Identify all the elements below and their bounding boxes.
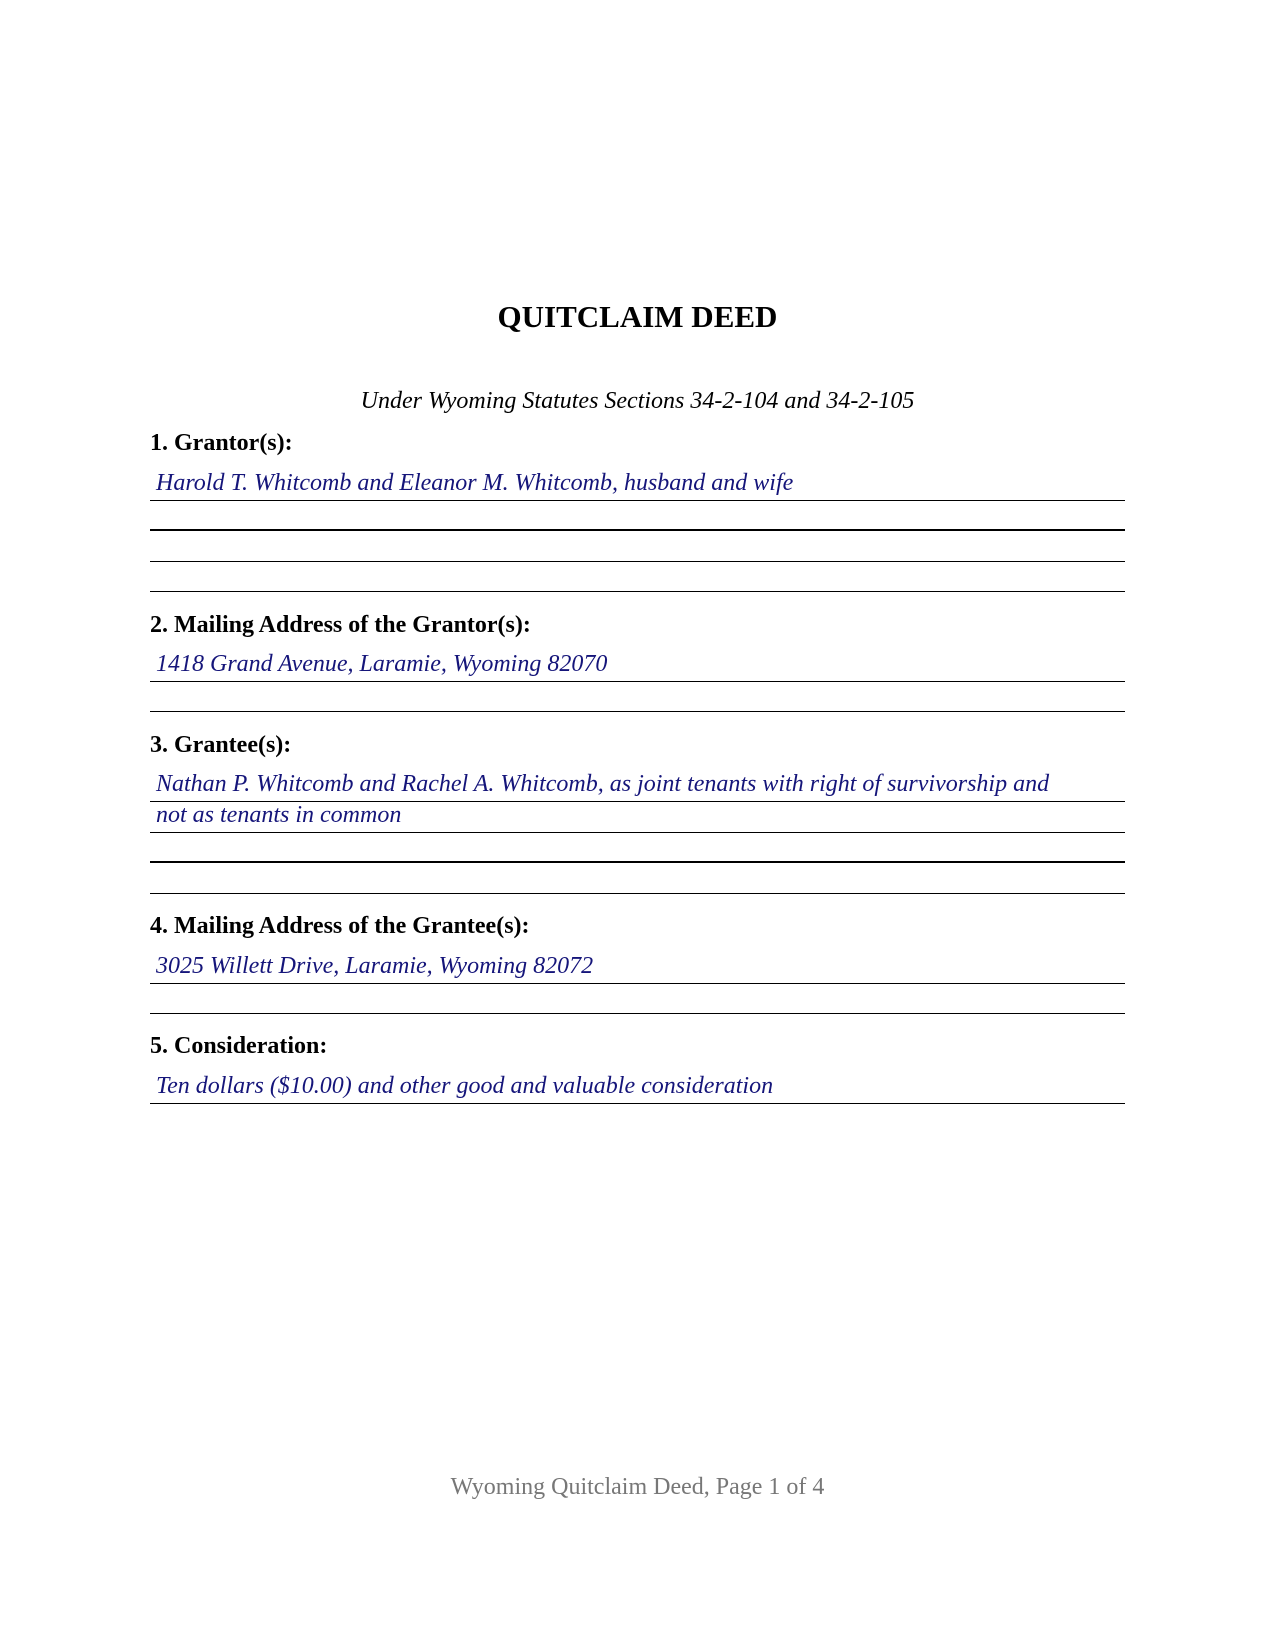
grantee-heading: 3. Grantee(s): [150, 732, 292, 758]
grantee-names-continued-value: not as tenants in common [156, 802, 402, 828]
grantee-line-3[interactable] [150, 832, 1125, 863]
grantee-address-line-2[interactable] [150, 983, 1125, 1014]
page-title: QUITCLAIM DEED [497, 299, 778, 334]
grantor-line-3[interactable] [150, 531, 1125, 562]
page-footer: Wyoming Quitclaim Deed, Page 1 of 4 [450, 1474, 825, 1500]
grantor-address-line-2[interactable] [150, 681, 1125, 712]
grantor-heading: 1. Grantor(s): [150, 430, 293, 456]
grantee-names-value: Nathan P. Whitcomb and Rachel A. Whitcomb, as joint tenants with right of survivorship and [156, 771, 1050, 797]
grantee-address-heading: 4. Mailing Address of the Grantee(s): [150, 913, 530, 939]
grantor-names-value: Harold T. Whitcomb and Eleanor M. Whitcomb, husband and wife [156, 470, 794, 496]
consideration-line-1[interactable] [150, 1073, 1125, 1104]
grantee-address-value: 3025 Willett Drive, Laramie, Wyoming 82072 [156, 953, 594, 979]
grantor-line-4[interactable] [150, 561, 1125, 592]
grantor-address-line-1[interactable] [150, 651, 1125, 682]
statute-subtitle: Under Wyoming Statutes Sections 34-2-104 and 34-2-105 [360, 388, 915, 414]
grantee-address-line-1[interactable] [150, 953, 1125, 984]
consideration-heading: 5. Consideration: [150, 1033, 328, 1059]
grantee-line-2[interactable] [150, 802, 1125, 833]
consideration-value: Ten dollars ($10.00) and other good and valuable consideration [156, 1073, 774, 1099]
grantee-line-4[interactable] [150, 863, 1125, 894]
grantee-line-1[interactable] [150, 771, 1125, 802]
grantor-line-1[interactable] [150, 470, 1125, 501]
grantor-line-2[interactable] [150, 500, 1125, 531]
grantor-address-value: 1418 Grand Avenue, Laramie, Wyoming 82070 [156, 651, 608, 677]
grantor-address-heading: 2. Mailing Address of the Grantor(s): [150, 612, 531, 638]
